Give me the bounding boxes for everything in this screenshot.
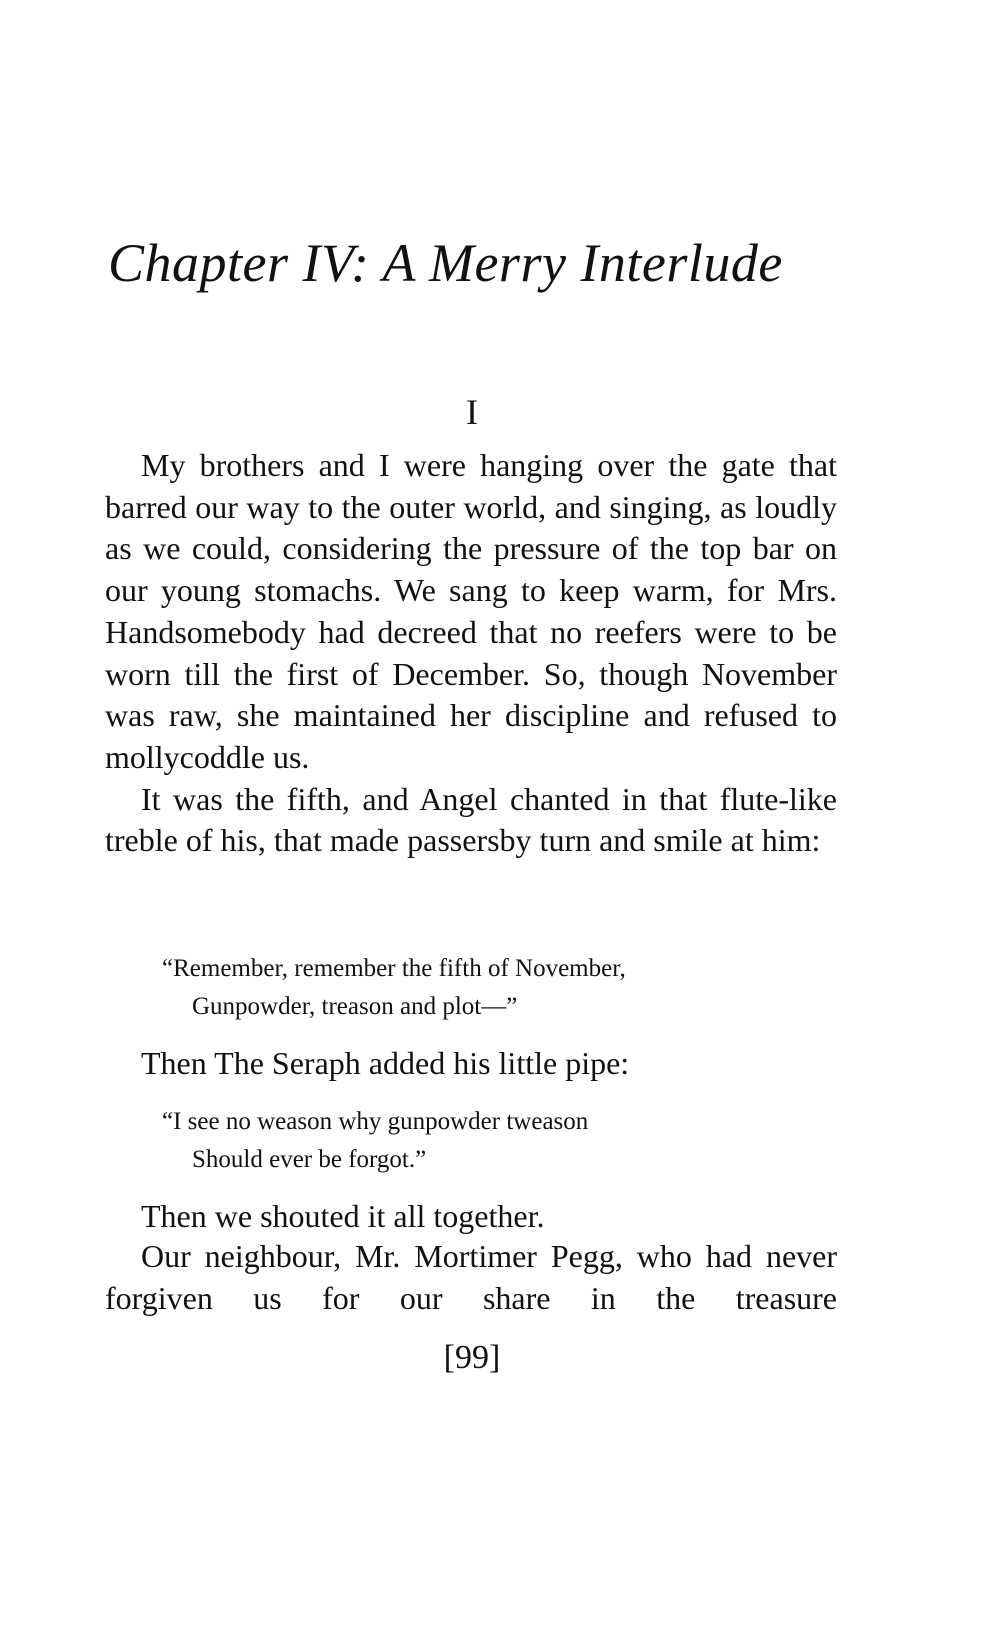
- closing-text: [105, 1236, 837, 1319]
- page-number: [99]: [443, 1339, 501, 1376]
- verse-line: “I see no weason why gunpowder tweason: [162, 1108, 589, 1135]
- verse-line: Gunpowder, treason and plot—”: [192, 993, 518, 1020]
- verse-line: Should ever be forgot.”: [192, 1146, 427, 1173]
- opening-text: [105, 445, 837, 862]
- chapter-title: Chapter IV: A Merry Interlude: [108, 233, 783, 293]
- verse-weason: [162, 1103, 842, 1179]
- verse-line: “Remember, remember the fifth of November,: [162, 955, 626, 982]
- paragraph-angel: It was the fifth, and Angel chanted in that flute-like treble of his, that made passersby turn and smile at him:: [105, 780, 837, 859]
- paragraph-neighbour: Our neighbour, Mr. Mortimer Pegg, who had never forgiven us for our share in the treasure: [105, 1238, 837, 1316]
- seraph-line: Then The Seraph added his little pipe:: [141, 1045, 630, 1081]
- shouted-line: Then we shouted it all together.: [141, 1198, 545, 1234]
- paragraph-gate: My brothers and I were hanging over the gate that barred our way to the outer world, and singing, as loudly as we could, considering the pressure of the top bar on our young stomachs. We sang to keep warm, for Mrs. Handsomebody had decreed that no reefers were to be worn till the first of December. So, though November was raw, she maintained her discipline and refused to mollycoddle us.: [105, 447, 837, 775]
- section-numeral: I: [466, 392, 478, 432]
- verse-remember: [162, 950, 842, 1026]
